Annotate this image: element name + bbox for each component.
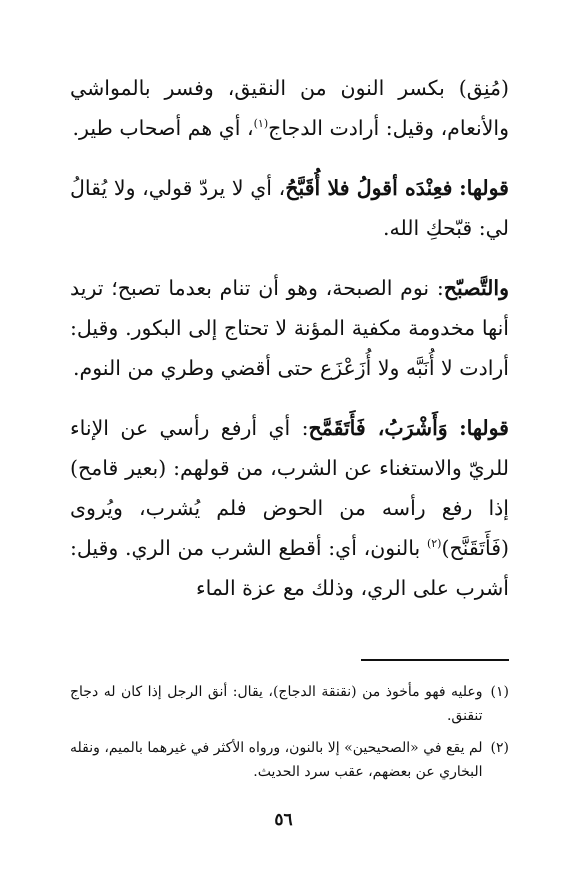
paragraph-2-quote: فعِنْدَه أقولُ فلا أُقَبَّحُ <box>285 176 453 200</box>
paragraph-1-text: (مُنِق) بكسر النون من النقيق، وفسر بالمواشي والأنعام، وقيل: أرادت الدجاج <box>70 76 509 140</box>
paragraph-3-lead: والتَّصبّح <box>443 276 509 300</box>
footnote-separator <box>361 659 509 661</box>
paragraph-1-text-end: ، أي هم أصحاب طير. <box>72 116 254 140</box>
paragraph-4-text: : أي أرفع رأسي عن الإناء للريّ والاستغناء عن الشرب، من قولهم: (بعير قامح) إذا رفع رأسه من الحوض فلم يُشرب، ويُروى (فَأَتَقَنَّح) <box>70 416 509 560</box>
paragraph-2-text: ، أي لا يردّ قولي، ولا يُقالُ لي: قبّحكِ الله. <box>70 176 509 240</box>
footnotes <box>70 680 509 792</box>
footnote-1-text: وعليه فهو مأخوذ من (نقنقة الدجاج)، يقال: أنق الرجل إذا كان له دجاج تنقنق. <box>70 684 483 724</box>
footnote-1-number: (١) <box>490 684 509 700</box>
footnote-2 <box>70 736 509 784</box>
paragraph-2-lead: قولها: <box>459 176 509 200</box>
paragraph-2 <box>70 168 509 248</box>
footnote-2-text: لم يقع في «الصحيحين» إلا بالنون، ورواه الأكثر في غيرهما بالميم، ونقله البخاري عن بعضهم، عقب سرد الحديث. <box>70 740 483 780</box>
paragraph-3-text: : نوم الصبحة، وهو أن تنام بعدما تصبح؛ تريد أنها مخدومة مكفية المؤنة لا تحتاج إلى البكور. وقيل: أرادت لا أُنَبَّه ولا أُزَعْزَع حتى أقضي وطري من النوم. <box>70 276 509 380</box>
paragraph-1 <box>70 68 509 148</box>
footnote-ref-2: (٢) <box>426 537 442 551</box>
footnote-ref-1: (١) <box>253 117 269 131</box>
paragraph-4-text-end: بالنون، أي: أقطع الشرب من الري. وقيل: أشرب على الري، وذلك مع عزة الماء <box>70 536 509 600</box>
paragraph-4-lead: قولها: <box>459 416 509 440</box>
paragraph-3 <box>70 268 509 388</box>
footnote-1 <box>70 680 509 728</box>
paragraph-4-quote: وَأَشْرَبُ، فَأَتَقَمَّح <box>308 416 448 440</box>
main-text <box>70 68 509 608</box>
page-number: ٥٦ <box>274 810 293 830</box>
paragraph-4 <box>70 408 509 608</box>
footnote-2-number: (٢) <box>490 740 509 756</box>
